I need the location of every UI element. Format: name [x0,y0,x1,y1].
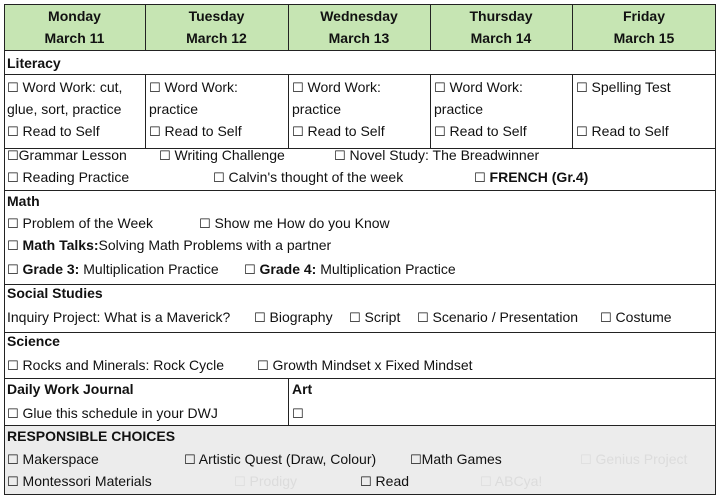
choice-montessori-item[interactable]: ☐ Montessori Materials [7,473,152,490]
checkbox-icon[interactable]: ☐ [434,125,446,140]
literacy-thursday-read[interactable]: ☐ Read to Self [434,123,527,140]
literacy-thursday-item[interactable]: ☐ Word Work: [434,79,523,96]
literacy-wednesday-line2: practice [292,101,342,117]
literacy-thursday-line2: practice [434,101,484,117]
checkbox-icon[interactable]: ☐ [159,149,171,164]
checkbox-icon[interactable]: ☐ [600,311,612,326]
checkbox-icon[interactable]: ☐ [7,453,19,468]
day-name: Friday [622,8,665,24]
science-mindset-item[interactable]: ☐ Growth Mindset x Fixed Mindset [257,357,473,374]
checkbox-icon[interactable]: ☐ [184,453,196,468]
day-date: March 11 [44,30,105,46]
checkbox-icon[interactable]: ☐ [149,81,161,96]
literacy-calvin-item[interactable]: ☐ Calvin's thought of the week [213,169,404,186]
checkbox-icon[interactable]: ☐ [257,359,269,374]
checkbox-icon[interactable]: ☐ [7,263,19,278]
checkbox-icon[interactable]: ☐ [213,171,225,186]
day-date: March 15 [613,30,675,46]
math-grade3-item[interactable]: ☐ Grade 3: Multiplication Practice [7,261,219,278]
checkbox-icon[interactable]: ☐ [334,149,346,164]
weekly-schedule [4,4,716,495]
checkbox-icon[interactable]: ☐ [7,359,19,374]
literacy-monday-line2: glue, sort, practice [7,101,122,117]
literacy-grammar-item[interactable]: ☐Grammar Lesson [7,147,127,164]
checkbox-icon[interactable]: ☐ [292,407,304,422]
checkbox-icon[interactable]: ☐ [7,475,19,490]
checkbox-icon[interactable]: ☐ [7,407,19,422]
section-title-journal: Daily Work Journal [7,381,134,397]
day-date: March 13 [328,30,390,46]
literacy-wednesday-read[interactable]: ☐ Read to Self [292,123,385,140]
social-studies-costume-item[interactable]: ☐ Costume [600,309,672,326]
checkbox-icon[interactable]: ☐ [434,81,446,96]
day-date: March 12 [186,30,247,46]
checkbox-icon[interactable]: ☐ [580,453,592,468]
journal-glue-item[interactable]: ☐ Glue this schedule in your DWJ [7,405,218,422]
math-grade4-item[interactable]: ☐ Grade 4: Multiplication Practice [244,261,456,278]
day-name: Thursday [469,8,533,24]
section-title-math: Math [7,193,40,209]
day-date: March 14 [470,30,532,46]
section-title-responsible-choices: RESPONSIBLE CHOICES [7,428,176,444]
social-studies-script-item[interactable]: ☐ Script [349,309,401,326]
choice-prodigy-item[interactable]: ☐ Prodigy [234,473,298,490]
checkbox-icon[interactable]: ☐ [7,125,19,140]
choice-abcya-item[interactable]: ☐ ABCya! [480,473,543,490]
literacy-monday-read[interactable]: ☐ Read to Self [7,123,100,140]
checkbox-icon[interactable]: ☐ [480,475,492,490]
checkbox-icon[interactable]: ☐ [7,149,19,164]
literacy-monday-item[interactable]: ☐ Word Work: cut, [7,79,123,96]
social-studies-biography-item[interactable]: ☐ Biography [254,309,333,326]
section-title-art: Art [292,381,313,397]
section-title-social-studies: Social Studies [7,285,103,301]
literacy-writing-item[interactable]: ☐ Writing Challenge [159,147,285,164]
checkbox-icon[interactable]: ☐ [417,311,429,326]
checkbox-icon[interactable]: ☐ [292,81,304,96]
art-item[interactable] [292,404,304,424]
choice-artistic-quest-item[interactable]: ☐ Artistic Quest (Draw, Colour) [184,451,377,468]
science-rocks-item[interactable]: ☐ Rocks and Minerals: Rock Cycle [7,357,225,374]
checkbox-icon[interactable]: ☐ [234,475,246,490]
checkbox-icon[interactable]: ☐ [474,171,486,186]
checkbox-icon[interactable]: ☐ [292,125,304,140]
literacy-reading-item[interactable]: ☐ Reading Practice [7,169,130,186]
literacy-tuesday-item[interactable]: ☐ Word Work: [149,79,238,96]
checkbox-icon[interactable]: ☐ [349,311,361,326]
day-name: Wednesday [320,8,398,24]
checkbox-icon[interactable]: ☐ [7,239,19,254]
literacy-novel-item[interactable]: ☐ Novel Study: The Breadwinner [334,147,540,164]
day-name: Monday [48,8,101,24]
literacy-tuesday-read[interactable]: ☐ Read to Self [149,123,242,140]
checkbox-icon[interactable]: ☐ [199,217,211,232]
social-studies-inquiry: Inquiry Project: What is a Maverick? [7,309,231,325]
math-show-me-item[interactable]: ☐ Show me How do you Know [199,215,390,232]
checkbox-icon[interactable]: ☐ [576,125,588,140]
choice-math-games-item[interactable]: ☐Math Games [410,451,502,468]
checkbox-icon[interactable]: ☐ [7,81,19,96]
choice-genius-project-item[interactable]: ☐ Genius Project [580,451,688,468]
literacy-tuesday-line2: practice [149,101,199,117]
literacy-friday-item[interactable]: ☐ Spelling Test [576,79,671,96]
checkbox-icon[interactable]: ☐ [576,81,588,96]
section-title-science: Science [7,333,60,349]
checkbox-icon[interactable]: ☐ [7,171,19,186]
math-potw-item[interactable]: ☐ Problem of the Week [7,215,154,232]
checkbox-icon[interactable]: ☐ [410,453,422,468]
checkbox-icon[interactable]: ☐ [360,475,372,490]
literacy-friday-read[interactable]: ☐ Read to Self [576,123,669,140]
literacy-french-item[interactable]: ☐ FRENCH (Gr.4) [474,169,589,186]
checkbox-icon[interactable]: ☐ [244,263,256,278]
day-name: Tuesday [188,8,245,24]
math-talks-item[interactable]: ☐ Math Talks:Solving Math Problems with a partner [7,237,332,254]
checkbox-icon[interactable]: ☐ [254,311,266,326]
literacy-wednesday-item[interactable]: ☐ Word Work: [292,79,381,96]
section-title-literacy: Literacy [7,55,61,71]
choice-makerspace-item[interactable]: ☐ Makerspace [7,451,99,468]
checkbox-icon[interactable]: ☐ [7,217,19,232]
choice-read-item[interactable]: ☐ Read [360,473,410,490]
checkbox-icon[interactable]: ☐ [149,125,161,140]
social-studies-scenario-item[interactable]: ☐ Scenario / Presentation [417,309,579,326]
